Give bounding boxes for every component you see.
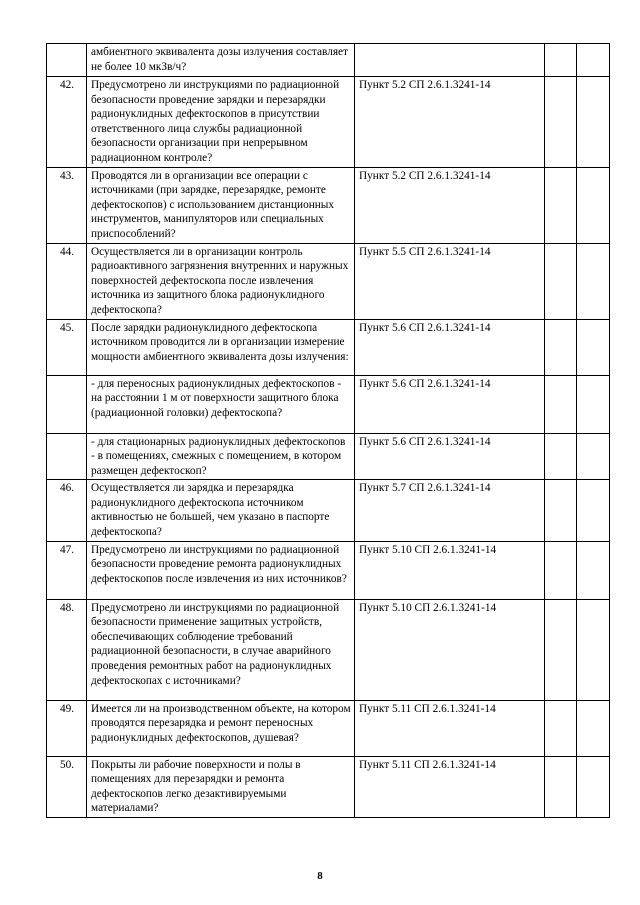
question-cell: После зарядки радионуклидного дефектоскопа источником проводится ли в организации измерение мощности амбиентного эквивалента дозы излучения: (87, 319, 355, 375)
table-row (47, 77, 610, 168)
reference-cell: Пункт 5.2 СП 2.6.1.3241-14 (355, 77, 545, 168)
row-number-cell (47, 375, 87, 433)
table-row (47, 44, 610, 77)
table-row (47, 167, 610, 243)
reference-cell: Пункт 5.10 СП 2.6.1.3241-14 (355, 541, 545, 599)
answer-cell (545, 756, 577, 817)
note-cell (577, 77, 610, 168)
note-cell (577, 599, 610, 700)
reference-cell: Пункт 5.7 СП 2.6.1.3241-14 (355, 480, 545, 541)
note-cell (577, 44, 610, 77)
reference-cell: Пункт 5.11 СП 2.6.1.3241-14 (355, 756, 545, 817)
row-number-cell: 43. (47, 167, 87, 243)
row-number-cell: 50. (47, 756, 87, 817)
row-number-cell: 48. (47, 599, 87, 700)
answer-cell (545, 433, 577, 480)
question-cell: Предусмотрено ли инструкциями по радиационной безопасности применение защитных устройств, обеспечивающих соблюдение требований радиационной безопасности, в случае аварийного проведения ремонтных работ на радионуклидных дефектоскопах с источниками? (87, 599, 355, 700)
note-cell (577, 756, 610, 817)
checklist-table (46, 43, 610, 818)
table-row (47, 319, 610, 375)
table-row (47, 375, 610, 433)
question-cell: Осуществляется ли в организации контроль радиоактивного загрязнения внутренних и наружных поверхностей дефектоскопа после извлечения источника из защитного блока радионуклидного дефектоскопа? (87, 243, 355, 319)
reference-cell: Пункт 5.6 СП 2.6.1.3241-14 (355, 433, 545, 480)
question-cell: Покрыты ли рабочие поверхности и полы в помещениях для перезарядки и ремонта дефектоскопов легко дезактивируемыми материалами? (87, 756, 355, 817)
answer-cell (545, 243, 577, 319)
reference-cell (355, 44, 545, 77)
question-cell: Предусмотрено ли инструкциями по радиационной безопасности проведение зарядки и перезарядки радионуклидных дефектоскопов в присутствии ответственного лица службы радиационной безопасности организации при непрерывном радиационном контроле? (87, 77, 355, 168)
row-number-cell: 44. (47, 243, 87, 319)
table-row (47, 480, 610, 541)
answer-cell (545, 44, 577, 77)
question-cell: - для переносных радионуклидных дефектоскопов - на расстоянии 1 м от поверхности защитного блока (радиационной головки) дефектоскопа? (87, 375, 355, 433)
row-number-cell: 45. (47, 319, 87, 375)
row-number-cell: 42. (47, 77, 87, 168)
answer-cell (545, 480, 577, 541)
note-cell (577, 700, 610, 756)
answer-cell (545, 375, 577, 433)
checklist-body (47, 44, 610, 818)
row-number-cell: 46. (47, 480, 87, 541)
answer-cell (545, 319, 577, 375)
reference-cell: Пункт 5.11 СП 2.6.1.3241-14 (355, 700, 545, 756)
row-number-cell (47, 44, 87, 77)
note-cell (577, 375, 610, 433)
reference-cell: Пункт 5.2 СП 2.6.1.3241-14 (355, 167, 545, 243)
table-row (47, 599, 610, 700)
question-cell: Предусмотрено ли инструкциями по радиационной безопасности проведение ремонта радионуклидных дефектоскопов после извлечения из них источников? (87, 541, 355, 599)
table-row (47, 243, 610, 319)
reference-cell: Пункт 5.6 СП 2.6.1.3241-14 (355, 319, 545, 375)
table-row (47, 756, 610, 817)
table-row (47, 541, 610, 599)
question-cell: Осуществляется ли зарядка и перезарядка радионуклидного дефектоскопа источником активностью не большей, чем указано в паспорте дефектоскопа? (87, 480, 355, 541)
note-cell (577, 433, 610, 480)
answer-cell (545, 167, 577, 243)
answer-cell (545, 599, 577, 700)
note-cell (577, 243, 610, 319)
row-number-cell (47, 433, 87, 480)
reference-cell: Пункт 5.5 СП 2.6.1.3241-14 (355, 243, 545, 319)
answer-cell (545, 700, 577, 756)
question-cell: Имеется ли на производственном объекте, на котором проводятся перезарядка и ремонт переносных радионуклидных дефектоскопов, душевая? (87, 700, 355, 756)
answer-cell (545, 541, 577, 599)
row-number-cell: 47. (47, 541, 87, 599)
reference-cell: Пункт 5.10 СП 2.6.1.3241-14 (355, 599, 545, 700)
note-cell (577, 541, 610, 599)
question-cell: амбиентного эквивалента дозы излучения составляет не более 10 мкЗв/ч? (87, 44, 355, 77)
table-row (47, 700, 610, 756)
table-row (47, 433, 610, 480)
row-number-cell: 49. (47, 700, 87, 756)
page-number: 8 (317, 870, 323, 882)
question-cell: Проводятся ли в организации все операции с источниками (при зарядке, перезарядке, ремонте дефектоскопов) с использованием дистанционных инструментов, манипуляторов или специальных приспособлений? (87, 167, 355, 243)
note-cell (577, 480, 610, 541)
answer-cell (545, 77, 577, 168)
reference-cell: Пункт 5.6 СП 2.6.1.3241-14 (355, 375, 545, 433)
note-cell (577, 167, 610, 243)
note-cell (577, 319, 610, 375)
question-cell: - для стационарных радионуклидных дефектоскопов - в помещениях, смежных с помещением, в котором размещен дефектоскоп? (87, 433, 355, 480)
